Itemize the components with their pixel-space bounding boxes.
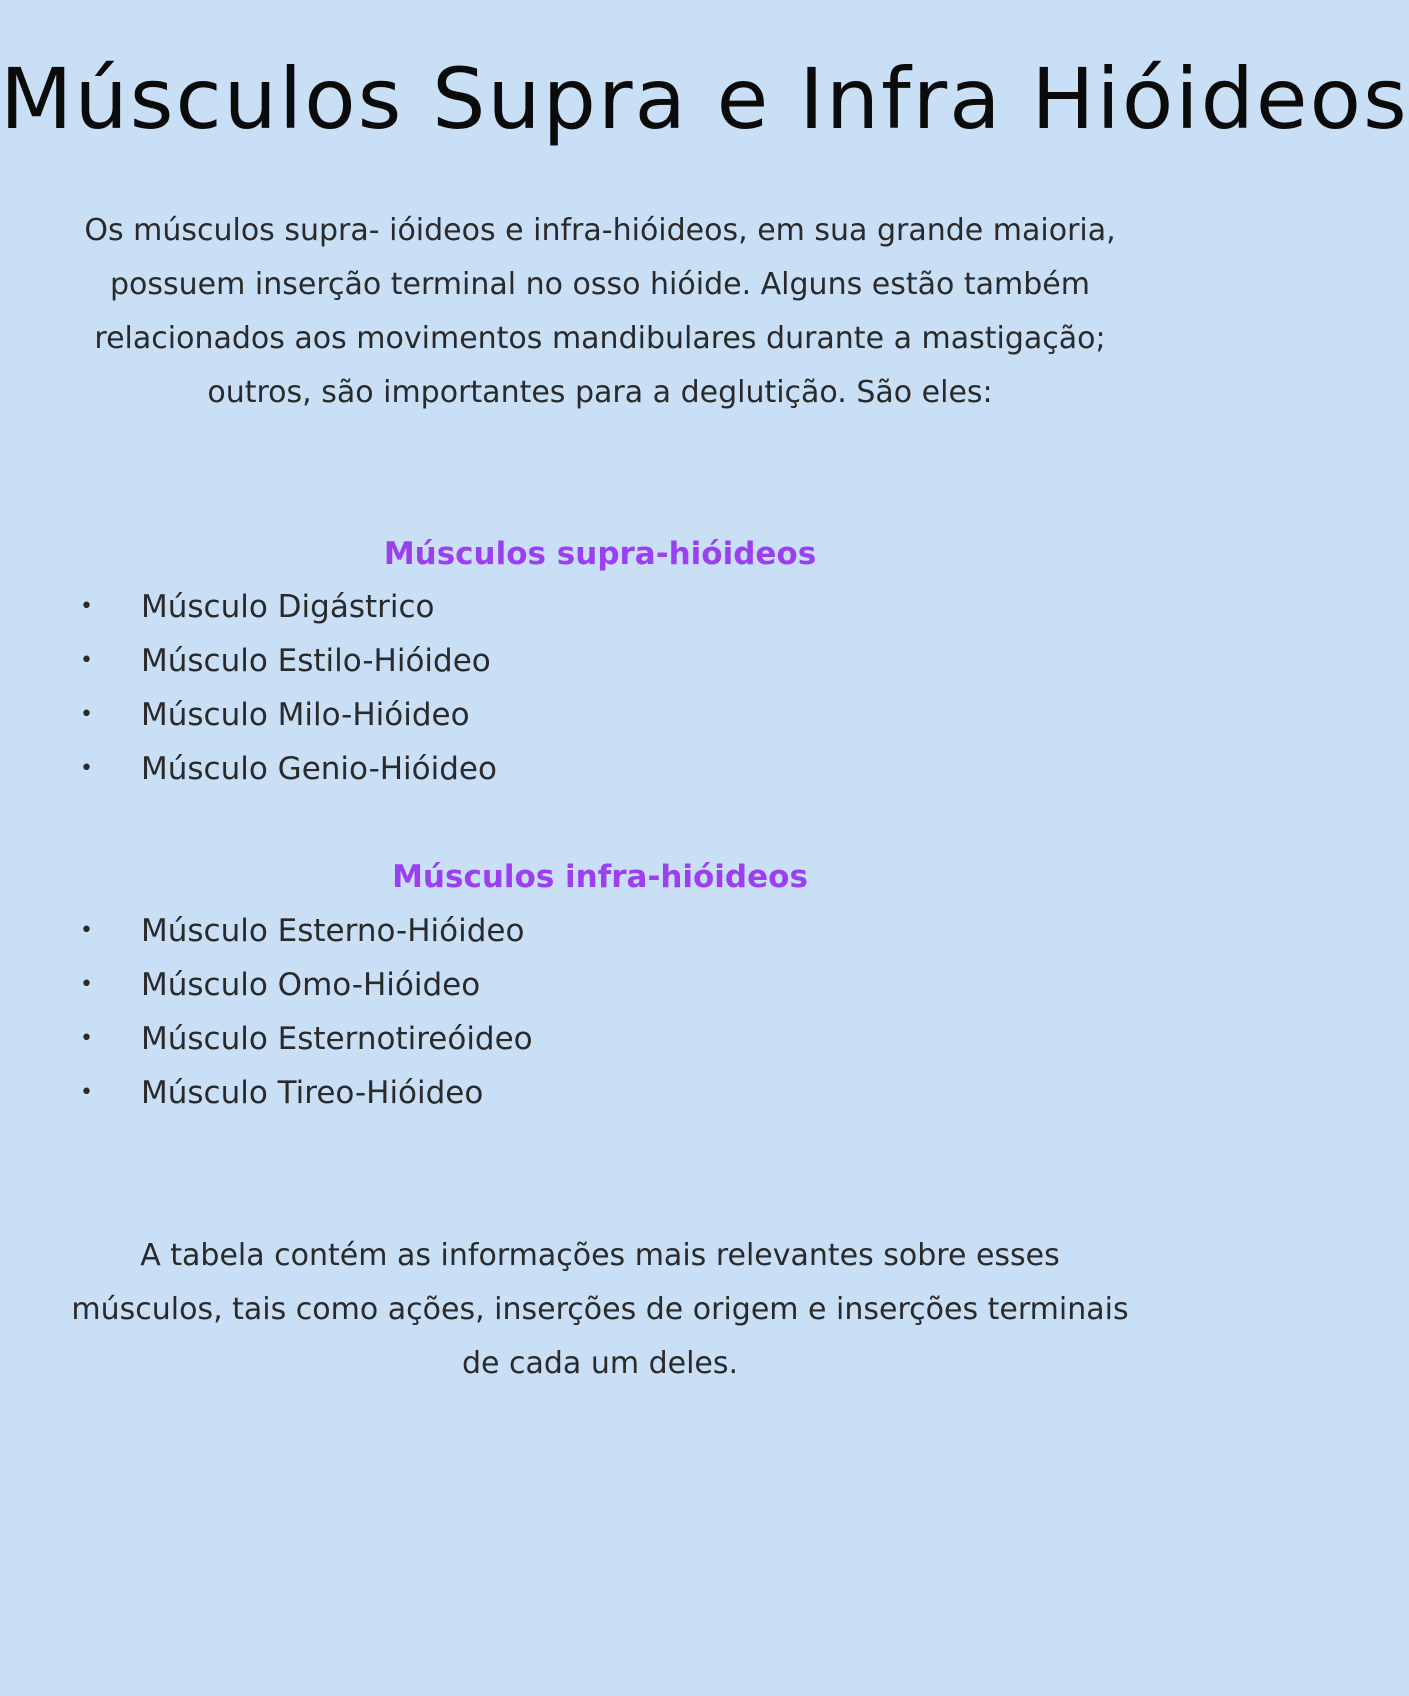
bullet-icon: • <box>80 1026 93 1051</box>
list-item <box>0 634 497 688</box>
bullet-icon: • <box>80 702 93 727</box>
list-item-label: Músculo Omo-Hióideo <box>141 967 481 1003</box>
list-item <box>0 688 497 742</box>
bullet-icon: • <box>80 972 93 997</box>
list-item <box>0 904 533 958</box>
supra-heading: Músculos supra-hióideos <box>383 536 817 572</box>
bullet-icon: • <box>80 918 93 943</box>
bullet-icon: • <box>80 1080 93 1105</box>
list-item-label: Músculo Milo-Hióideo <box>141 697 470 733</box>
intro-paragraph: Os músculos supra- ióideos e infra-hióideos, em sua grande maioria, possuem inserção terminal no osso hióide. Alguns estão também relacionados aos movimentos mandibulares durante a mastigação; outros, são importantes para a deglutição. São eles: <box>84 213 1116 410</box>
infra-list <box>0 904 533 1120</box>
bullet-icon: • <box>80 756 93 781</box>
bullet-icon: • <box>80 594 93 619</box>
list-item-label: Músculo Esterno-Hióideo <box>141 913 525 949</box>
closing-paragraph: A tabela contém as informações mais relevantes sobre esses músculos, tais como ações, inserções de origem e inserções terminais de cada um deles. <box>71 1238 1129 1381</box>
list-item <box>0 1012 533 1066</box>
list-item-label: Músculo Tireo-Hióideo <box>141 1075 484 1111</box>
list-item <box>0 580 497 634</box>
list-item-label: Músculo Digástrico <box>141 589 435 625</box>
list-item-label: Músculo Genio-Hióideo <box>141 751 497 787</box>
infra-heading: Músculos infra-hióideos <box>392 859 808 895</box>
list-item-label: Músculo Estilo-Hióideo <box>141 643 491 679</box>
list-item <box>0 1066 533 1120</box>
page-title: Músculos Supra e Infra Hióideos <box>0 50 1409 148</box>
list-item <box>0 742 497 796</box>
list-item-label: Músculo Esternotireóideo <box>141 1021 533 1057</box>
bullet-icon: • <box>80 648 93 673</box>
supra-list <box>0 580 497 796</box>
list-item <box>0 958 533 1012</box>
